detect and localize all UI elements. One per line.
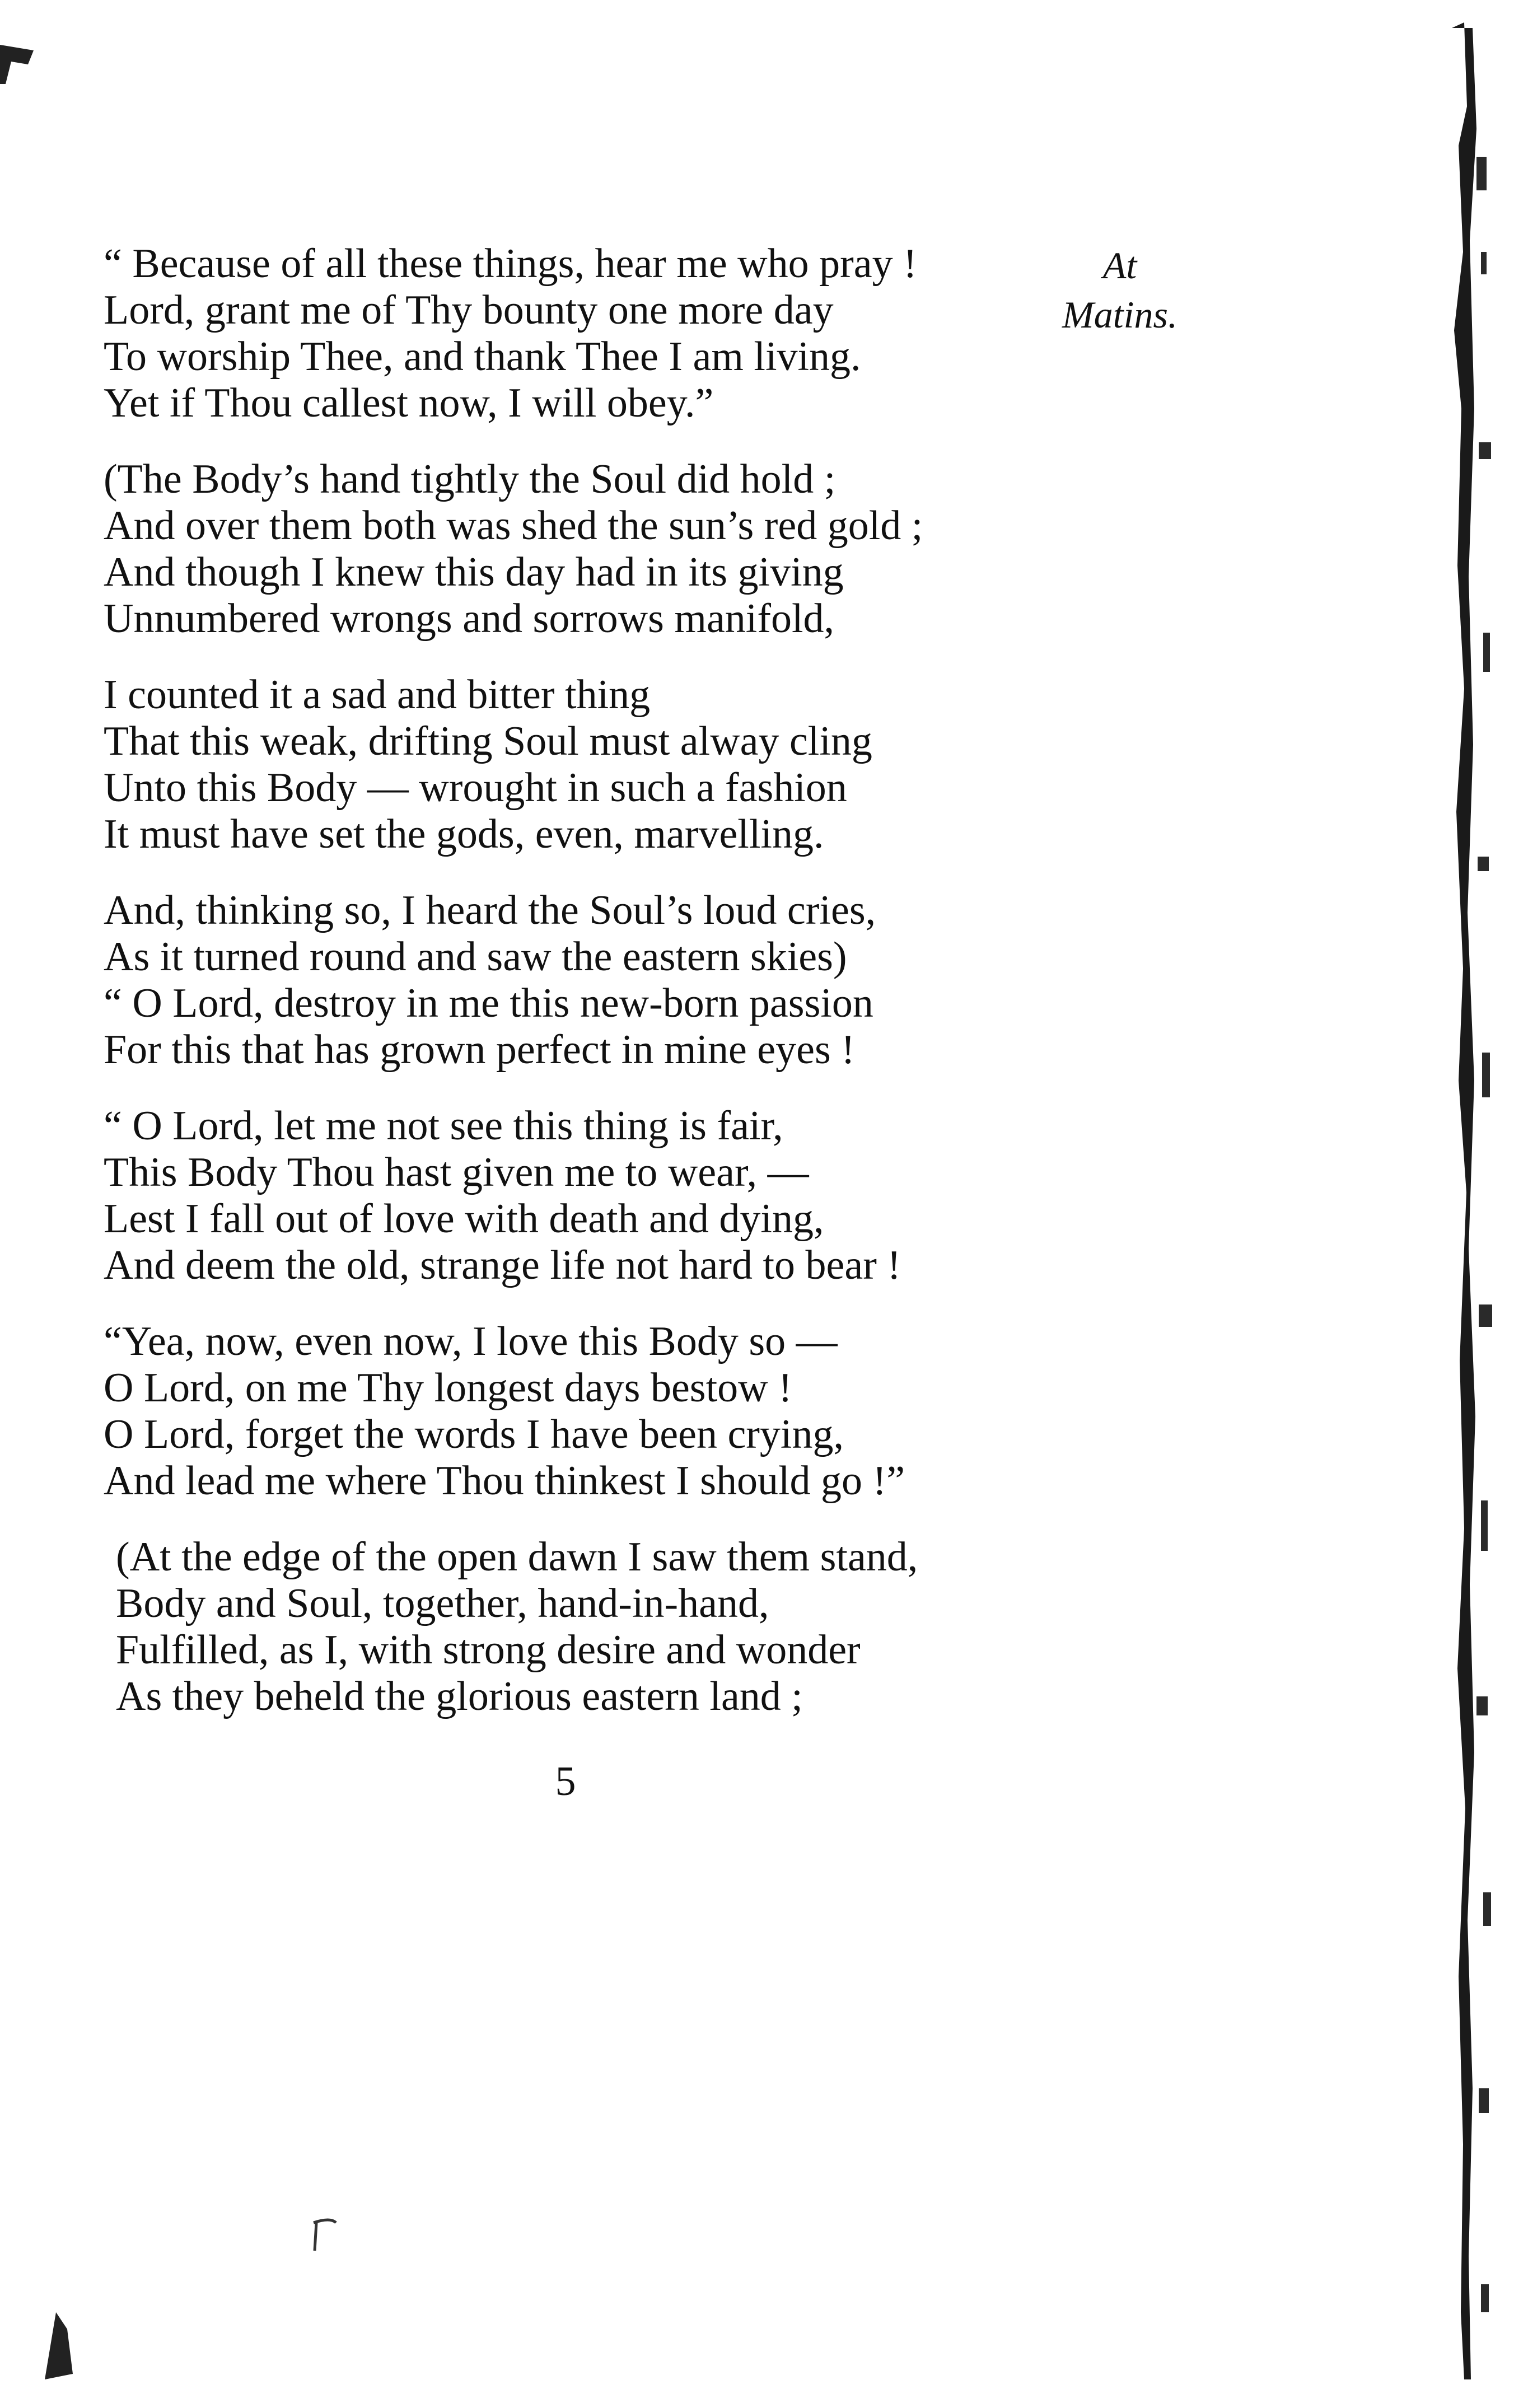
poem-line: (The Body’s hand tightly the Soul did hold ; (104, 456, 836, 502)
poem-line: (At the edge of the open dawn I saw them stand, (116, 1534, 918, 1580)
poem-line: Fulfilled, as I, with strong desire and wonder (116, 1627, 861, 1673)
poem-line: “ O Lord, destroy in me this new-born passion (104, 980, 873, 1026)
scan-blemish (308, 2217, 342, 2262)
damaged-page-edge (1442, 17, 1503, 2385)
poem-line: For this that has grown perfect in mine eyes ! (104, 1027, 855, 1073)
stanza (104, 456, 1044, 642)
stanza (104, 672, 1044, 858)
poem-line: Unto this Body — wrought in such a fashion (104, 765, 847, 811)
poem-line: And deem the old, strange life not hard to bear ! (104, 1242, 901, 1288)
poem-line: As they beheld the glorious eastern land ; (116, 1673, 803, 1719)
stanza (116, 1534, 1044, 1720)
poem-line: I counted it a sad and bitter thing (104, 672, 651, 718)
stanza (104, 887, 1044, 1073)
poem-line: O Lord, forget the words I have been crying, (104, 1411, 844, 1457)
poem-line: O Lord, on me Thy longest days bestow ! (104, 1365, 792, 1411)
scan-blemish (0, 34, 45, 101)
stanza (104, 241, 1044, 427)
poem-line: “ Because of all these things, hear me who pray ! (104, 241, 917, 287)
poem-line: That this weak, drifting Soul must alway cling (104, 718, 872, 764)
poem-text (104, 241, 1044, 1750)
poem-line: Lest I fall out of love with death and dying, (104, 1196, 824, 1242)
poem-line: Unnumbered wrongs and sorrows manifold, (104, 596, 835, 642)
margin-note-line: At (1102, 244, 1137, 287)
poem-line: This Body Thou hast given me to wear, — (104, 1149, 809, 1195)
poem-line: Body and Soul, together, hand-in-hand, (116, 1581, 769, 1626)
margin-note-line: Matins. (1062, 293, 1177, 336)
scan-blemish (39, 2307, 84, 2385)
margin-note (1036, 241, 1204, 339)
poem-line: Yet if Thou callest now, I will obey.” (104, 380, 714, 426)
page-number: 5 (555, 1759, 576, 1804)
stanza (104, 1318, 1044, 1504)
poem-line: And, thinking so, I heard the Soul’s loud cries, (104, 887, 876, 933)
poem-line: And over them both was shed the sun’s red gold ; (104, 503, 923, 549)
poem-line: “Yea, now, even now, I love this Body so — (104, 1318, 838, 1364)
poem-line: As it turned round and saw the eastern skies) (104, 934, 847, 980)
poem-line: It must have set the gods, even, marvelling. (104, 811, 824, 857)
poem-line: “ O Lord, let me not see this thing is fair, (104, 1103, 783, 1149)
poem-line: And lead me where Thou thinkest I should go !” (104, 1458, 905, 1504)
poem-line: To worship Thee, and thank Thee I am living. (104, 334, 861, 380)
poem-line: Lord, grant me of Thy bounty one more day (104, 287, 834, 333)
poem-line: And though I knew this day had in its giving (104, 549, 844, 595)
stanza (104, 1103, 1044, 1289)
